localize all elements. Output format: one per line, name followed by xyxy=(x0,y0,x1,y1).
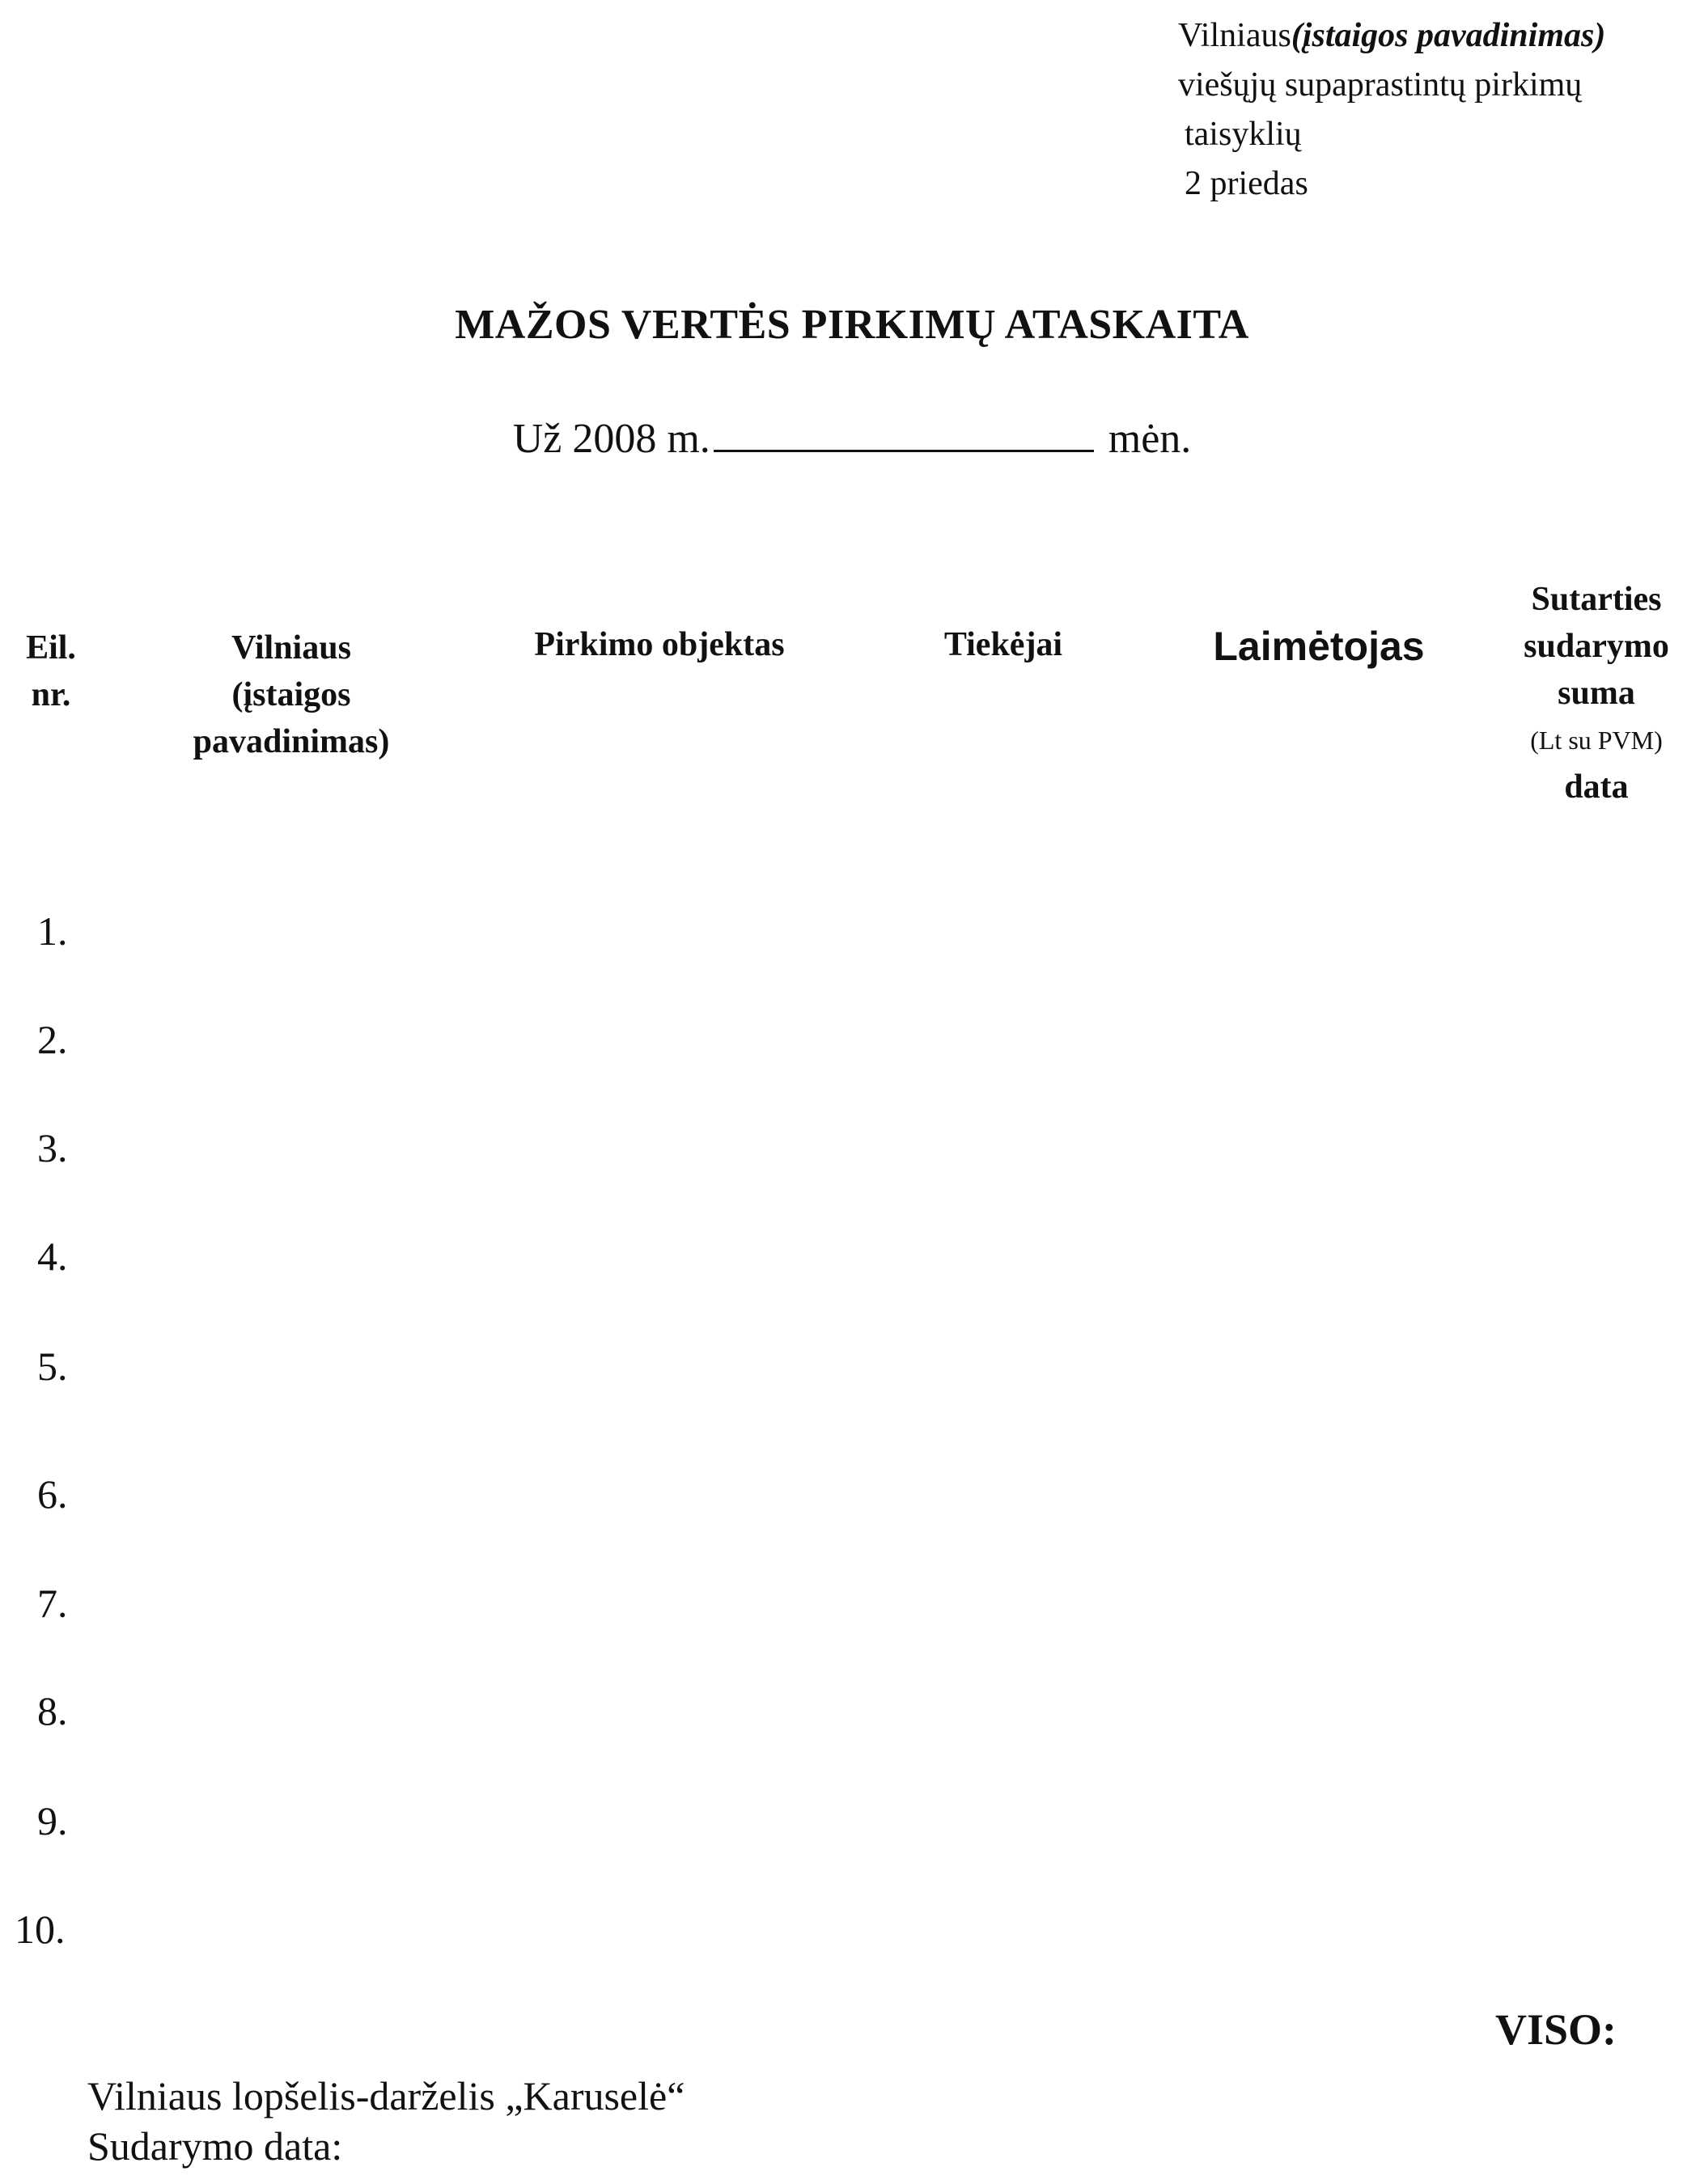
header-eil-line-1: Eil. xyxy=(26,629,76,667)
annex-line-number: 2 priedas xyxy=(1185,165,1308,202)
row-number-9: 9. xyxy=(37,1798,68,1843)
header-contract-line-2: sudarymo xyxy=(1524,628,1669,665)
header-contract-line-4: (Lt su PVM) xyxy=(1530,726,1663,755)
row-number-10: 10. xyxy=(15,1907,66,1952)
row-number-4: 4. xyxy=(37,1234,68,1279)
header-purchase-object: Pirkimo objektas xyxy=(534,626,785,663)
annex-line-rules-word: taisyklių xyxy=(1185,116,1302,153)
header-eil-nr xyxy=(6,624,95,718)
annex-reference xyxy=(1178,11,1605,209)
header-contract-line-1: Sutarties xyxy=(1531,581,1662,618)
header-institution-line-3: pavadinimas) xyxy=(193,723,390,760)
header-contract-line-3: suma xyxy=(1558,675,1635,712)
footer xyxy=(87,2071,685,2171)
report-period xyxy=(0,414,1704,463)
row-number-5: 5. xyxy=(37,1344,68,1389)
header-institution-line-2: (įstaigos xyxy=(231,676,351,713)
row-number-8: 8. xyxy=(37,1688,68,1733)
footer-institution: Vilniaus lopšelis-darželis „Karuselė“ xyxy=(87,2073,685,2118)
annex-city: Vilniaus xyxy=(1178,17,1291,54)
header-contract-line-5: data xyxy=(1564,768,1629,806)
report-title: MAŽOS VERTĖS PIRKIMŲ ATASKAITA xyxy=(455,302,1249,348)
annex-line-rules: viešųjų supaprastintų pirkimų xyxy=(1178,66,1583,104)
period-suffix: mėn. xyxy=(1108,416,1192,462)
header-eil-line-2: nr. xyxy=(31,676,71,713)
header-winner: Laimėtojas xyxy=(1213,624,1425,669)
header-institution xyxy=(146,624,437,765)
row-number-1: 1. xyxy=(37,908,68,954)
row-number-6: 6. xyxy=(37,1471,68,1517)
row-number-2: 2. xyxy=(37,1017,68,1062)
header-suppliers: Tiekėjai xyxy=(943,626,1063,663)
row-number-7: 7. xyxy=(37,1581,68,1626)
header-institution-line-1: Vilniaus xyxy=(231,629,351,667)
footer-date-label: Sudarymo data: xyxy=(87,2123,343,2169)
period-prefix: Už 2008 m. xyxy=(512,416,710,462)
annex-institution-placeholder: (įstaigos pavadinimas) xyxy=(1291,17,1606,54)
row-number-3: 3. xyxy=(37,1125,68,1170)
header-contract xyxy=(1489,576,1704,811)
month-blank-line[interactable] xyxy=(714,414,1094,452)
annex-line-institution xyxy=(1178,11,1605,61)
total-label: VISO: xyxy=(1495,2005,1617,2054)
